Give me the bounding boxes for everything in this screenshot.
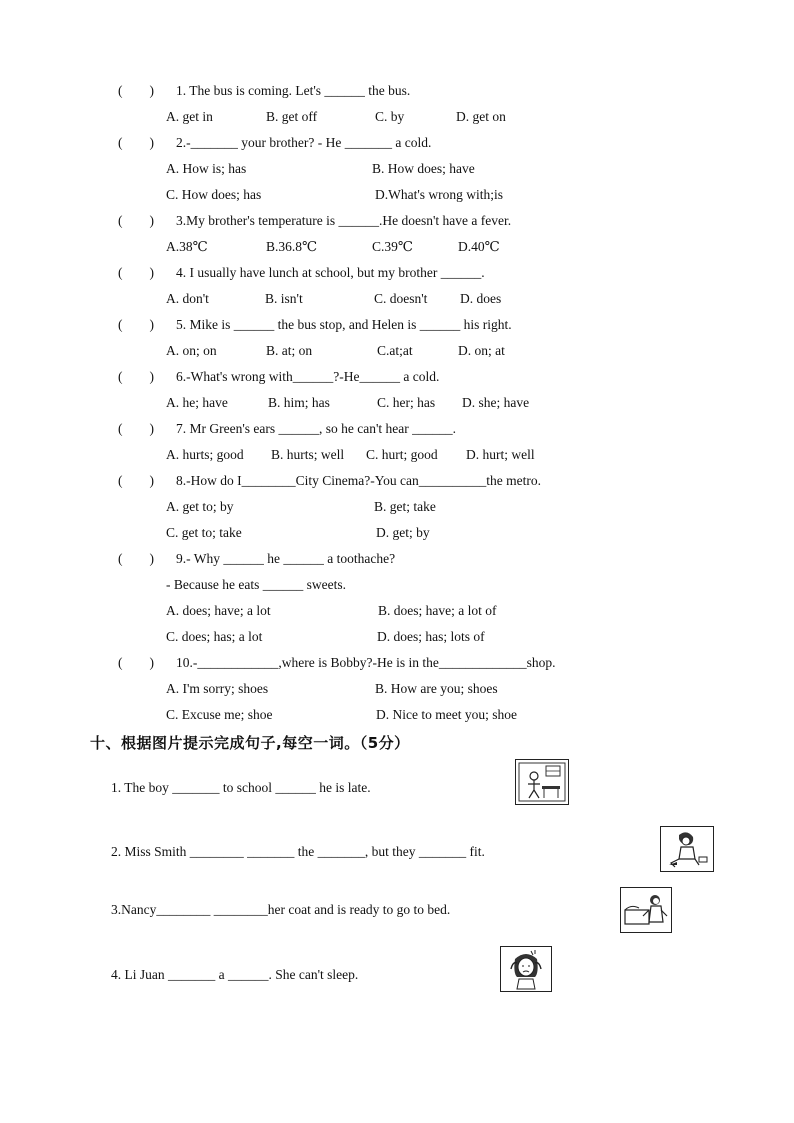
option-d: D. get on bbox=[456, 109, 506, 124]
option-a: A. don't bbox=[166, 291, 209, 306]
option-a: A. get in bbox=[166, 109, 213, 124]
option-c: C. hurt; good bbox=[366, 447, 438, 462]
option-c: C. How does; has bbox=[166, 187, 262, 202]
answer-paren[interactable]: ( ) bbox=[118, 369, 154, 384]
question-stem: 7. Mr Green's ears ______, so he can't hear ______. bbox=[176, 421, 457, 436]
option-c: C. by bbox=[375, 109, 405, 124]
option-b: B. at; on bbox=[266, 343, 313, 358]
fill-sentence-2: 2. Miss Smith ________ _______ the _______, but they _______ fit. bbox=[111, 844, 485, 859]
option-b: B. get off bbox=[266, 109, 318, 124]
answer-paren[interactable]: ( ) bbox=[118, 135, 154, 150]
option-b: B. him; has bbox=[268, 395, 330, 410]
question-stem: 9.- Why ______ he ______ a toothache? bbox=[176, 551, 396, 566]
option-b: B. isn't bbox=[265, 291, 303, 306]
li-juan-headache-picture bbox=[500, 946, 552, 992]
question-stem: 10.-____________,where is Bobby?-He is in the_____________shop. bbox=[176, 655, 556, 670]
fill-sentence-4: 4. Li Juan _______ a ______. She can't sleep. bbox=[111, 967, 359, 982]
option-b: B. does; have; a lot of bbox=[378, 603, 497, 618]
option-c: C. her; has bbox=[377, 395, 436, 410]
option-a: A. get to; by bbox=[166, 499, 234, 514]
option-b: B.36.8℃ bbox=[266, 239, 318, 254]
fill-sentence-1: 1. The boy _______ to school ______ he is late. bbox=[111, 780, 371, 795]
answer-paren[interactable]: ( ) bbox=[118, 473, 154, 488]
option-a: A. I'm sorry; shoes bbox=[166, 681, 269, 696]
option-a: A.38℃ bbox=[166, 239, 208, 254]
option-c: C. doesn't bbox=[374, 291, 428, 306]
option-b: B. get; take bbox=[374, 499, 436, 514]
option-a: A. How is; has bbox=[166, 161, 247, 176]
fill-sentence-3: 3.Nancy________ ________her coat and is ready to go to bed. bbox=[111, 902, 451, 917]
option-c: C. does; has; a lot bbox=[166, 629, 263, 644]
option-a: A. he; have bbox=[166, 395, 228, 410]
question-stem-line2: - Because he eats ______ sweets. bbox=[166, 577, 346, 592]
option-a: A. on; on bbox=[166, 343, 217, 358]
answer-paren[interactable]: ( ) bbox=[118, 265, 154, 280]
answer-paren[interactable]: ( ) bbox=[118, 317, 154, 332]
option-d: D. hurt; well bbox=[466, 447, 535, 462]
question-stem: 4. I usually have lunch at school, but my brother ______. bbox=[176, 265, 485, 280]
option-d: D. does bbox=[460, 291, 502, 306]
boy-late-picture bbox=[515, 759, 569, 805]
option-a: A. does; have; a lot bbox=[166, 603, 271, 618]
answer-paren[interactable]: ( ) bbox=[118, 655, 154, 670]
question-stem: 5. Mike is ______ the bus stop, and Helen is ______ his right. bbox=[176, 317, 512, 332]
option-d: D.40℃ bbox=[458, 239, 500, 254]
answer-paren[interactable]: ( ) bbox=[118, 421, 154, 436]
question-stem: 8.-How do I________City Cinema?-You can__________the metro. bbox=[176, 473, 541, 488]
miss-smith-picture bbox=[660, 826, 714, 872]
question-stem: 2.-_______ your brother? - He _______ a cold. bbox=[176, 135, 432, 150]
option-d: D.What's wrong with;is bbox=[375, 187, 504, 202]
option-b: B. How does; have bbox=[372, 161, 475, 176]
option-b: B. hurts; well bbox=[271, 447, 345, 462]
section-title: 十、根据图片提示完成句子,每空一词。（5分） bbox=[90, 734, 410, 752]
option-d: D. does; has; lots of bbox=[377, 629, 485, 644]
option-c: C. Excuse me; shoe bbox=[166, 707, 273, 722]
question-stem: 3.My brother's temperature is ______.He doesn't have a fever. bbox=[176, 213, 512, 228]
option-b: B. How are you; shoes bbox=[375, 681, 498, 696]
option-c: C.at;at bbox=[377, 343, 413, 358]
option-d: D. on; at bbox=[458, 343, 505, 358]
option-d: D. Nice to meet you; shoe bbox=[376, 707, 517, 722]
option-d: D. get; by bbox=[376, 525, 430, 540]
answer-paren[interactable]: ( ) bbox=[118, 83, 154, 98]
answer-paren[interactable]: ( ) bbox=[118, 551, 154, 566]
option-d: D. she; have bbox=[462, 395, 530, 410]
nancy-bed-picture bbox=[620, 887, 672, 933]
option-c: C. get to; take bbox=[166, 525, 242, 540]
question-stem: 1. The bus is coming. Let's ______ the bus. bbox=[176, 83, 411, 98]
answer-paren[interactable]: ( ) bbox=[118, 213, 154, 228]
question-stem: 6.-What's wrong with______?-He______ a cold. bbox=[176, 369, 440, 384]
option-a: A. hurts; good bbox=[166, 447, 244, 462]
option-c: C.39℃ bbox=[372, 239, 413, 254]
